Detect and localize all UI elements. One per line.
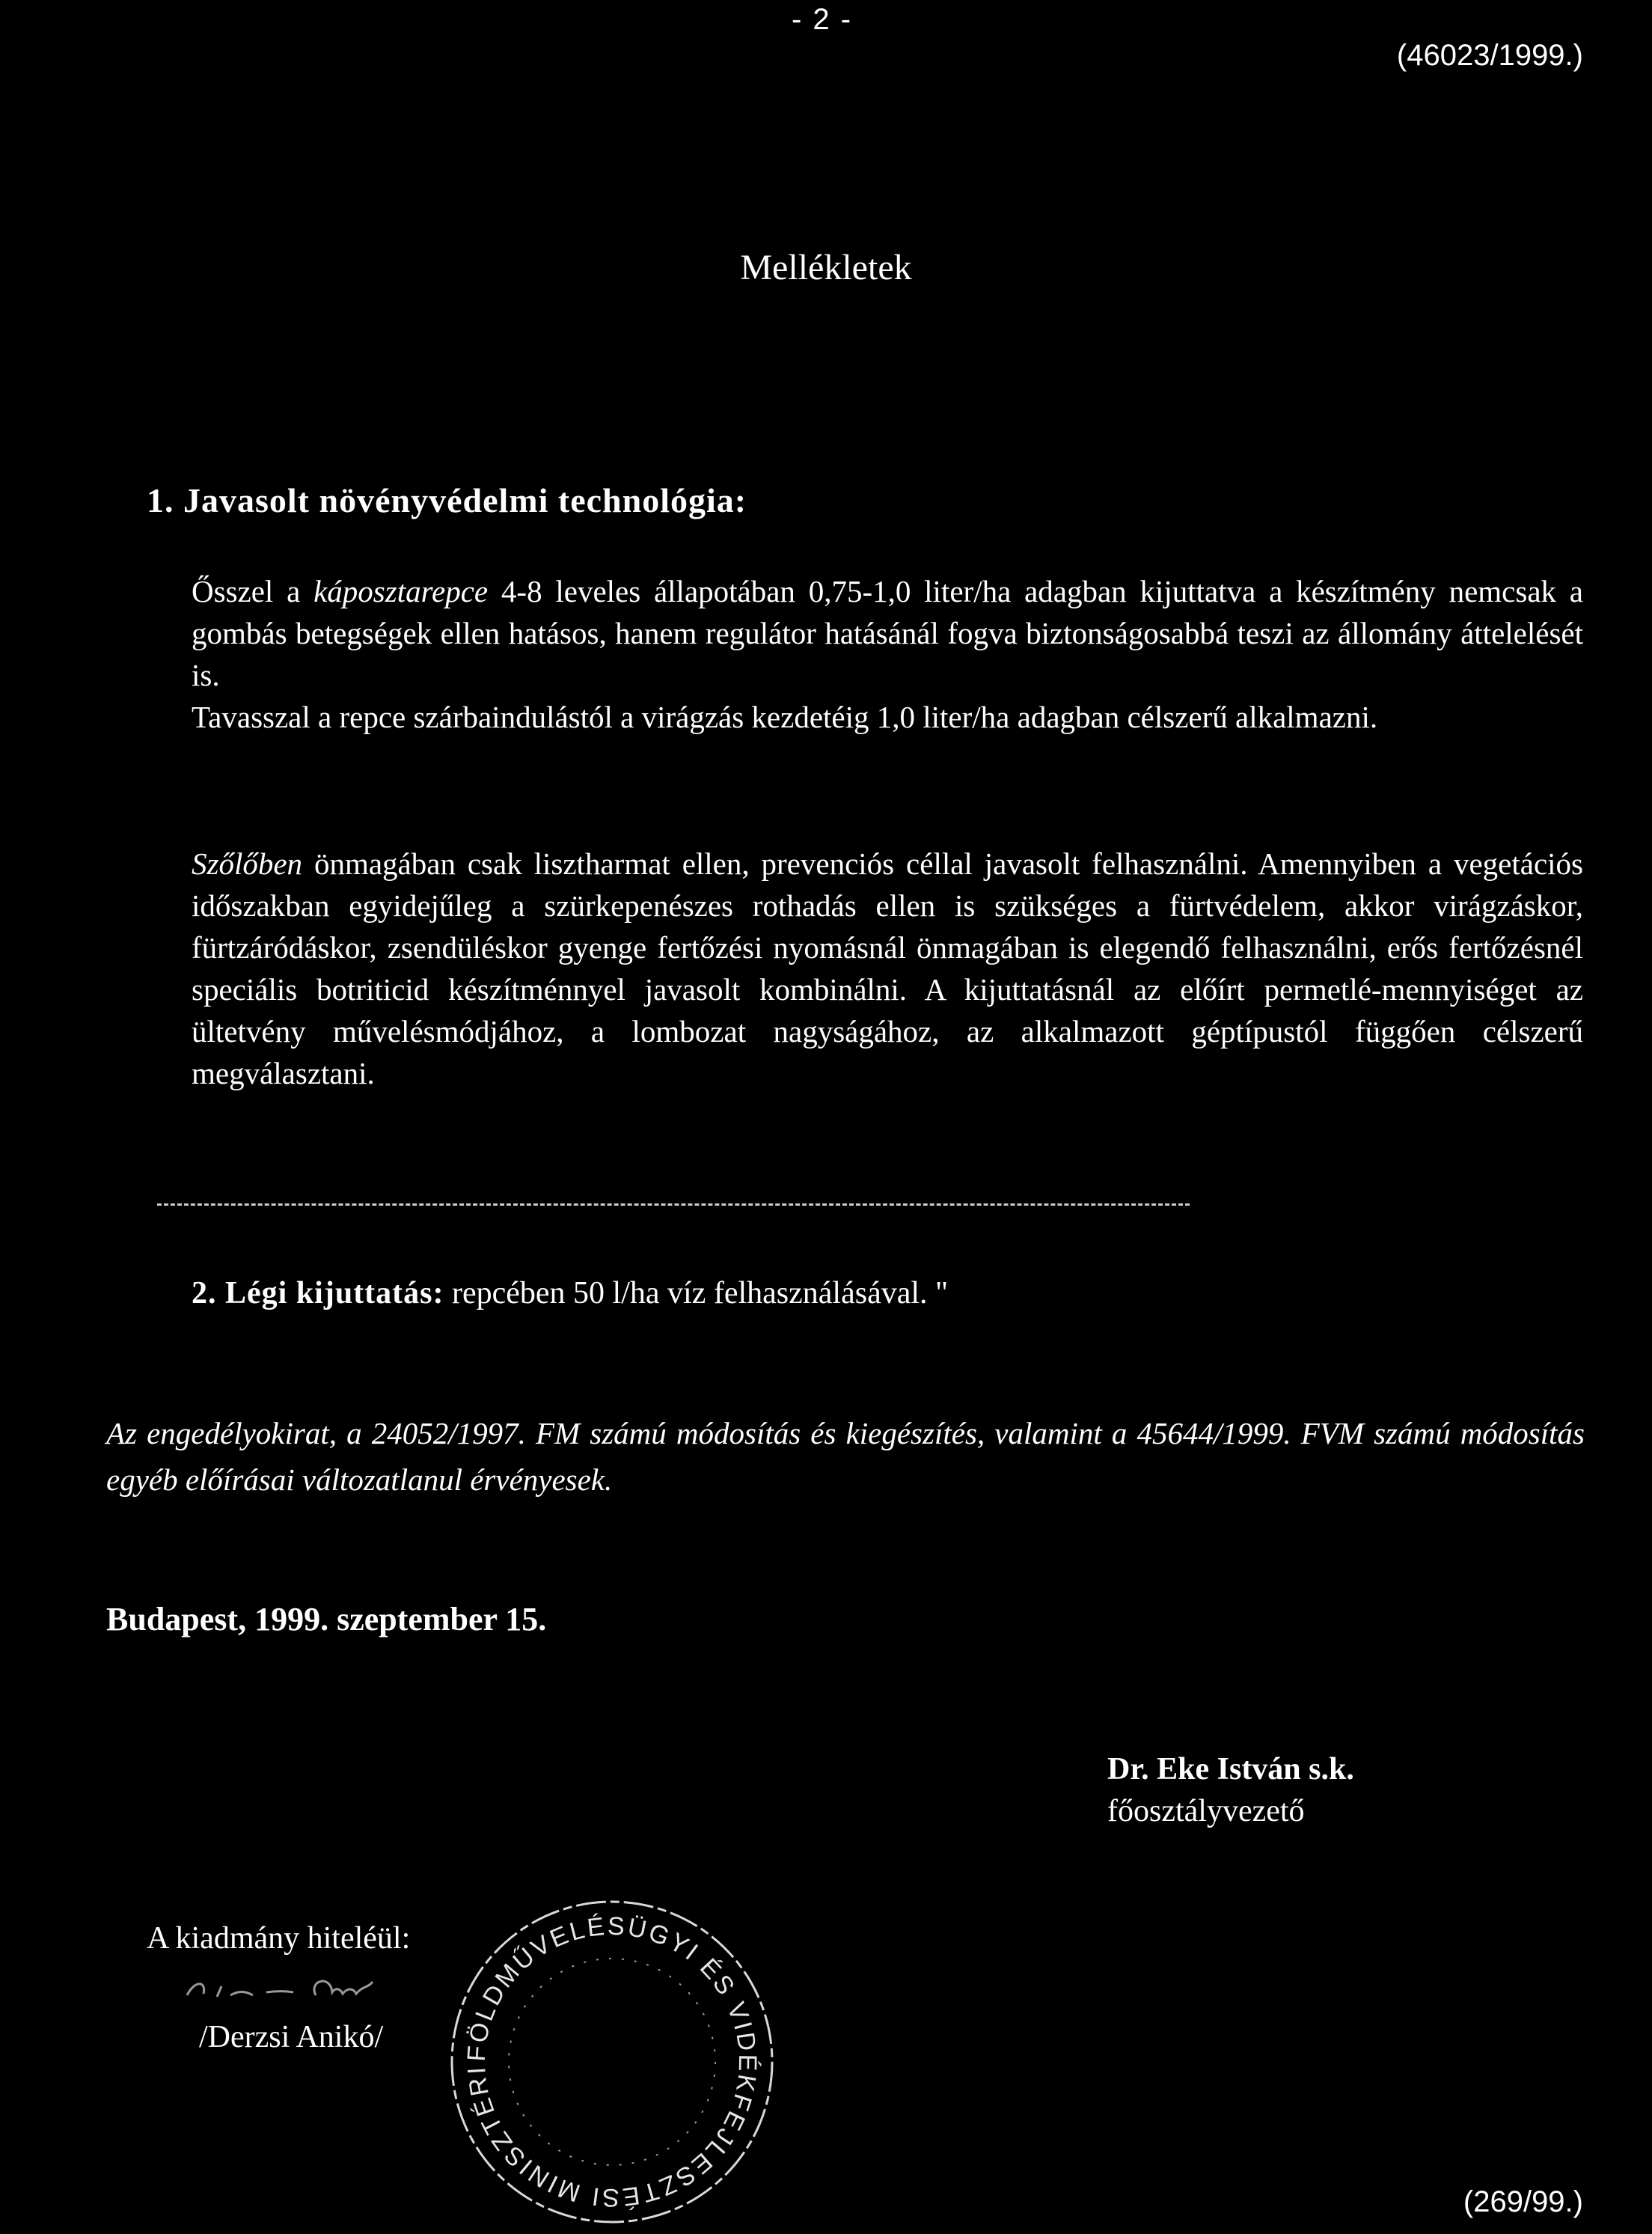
footer-reference: (269/99.) — [1463, 2185, 1583, 2218]
document-reference: (46023/1999.) — [1396, 39, 1583, 72]
section1-paragraph-1 — [192, 570, 1583, 738]
certification-label: A kiadmány hiteléül: — [147, 1921, 411, 1956]
separator-line — [157, 1203, 1190, 1206]
p1-crop: káposztarepce — [313, 574, 489, 608]
signer-name: Dr. Eke István s.k. — [1107, 1752, 1354, 1786]
section1-paragraph-2 — [192, 843, 1583, 1094]
stamp-seal — [440, 1893, 784, 2230]
svg-text:FÖLDMŰVELÉSÜGYI ÉS VIDÉKFEJLES: FÖLDMŰVELÉSÜGYI ÉS VIDÉKFEJLESZTÉSI MINISZTÉRI — [462, 1911, 762, 2212]
page-number: - 2 - — [792, 3, 853, 36]
signature-scribble — [184, 1970, 431, 2007]
p1-spring: Tavasszal a repce szárbaindulástól a virágzás kezdetéig 1,0 liter/ha adagban célszerű alkalmazni. — [192, 700, 1378, 734]
p1-rest: 4-8 leveles állapotában 0,75-1,0 liter/ha adagban kijuttatva a készítmény nemcsak a gombás betegségek ellen hatásos, hanem regulátor hatásánál fogva biztonságosabbá teszi az állomány áttelelését is. — [192, 574, 1584, 692]
handwritten-signature — [184, 1970, 431, 2015]
section1-heading: 1. Javasolt növényvédelmi technológia: — [147, 481, 747, 519]
certification-name: /Derzsi Anikó/ — [199, 2020, 384, 2054]
dateline: Budapest, 1999. szeptember 15. — [106, 1601, 547, 1638]
p1-prefix: Ősszel a — [192, 574, 314, 608]
signer-title: főosztályvezető — [1107, 1794, 1305, 1828]
section2-heading: 2. Légi kijuttatás: — [192, 1276, 444, 1310]
p2-rest: önmagában csak lisztharmat ellen, prevenciós céllal javasolt felhasználni. Amennyiben a vegetációs időszakban egyidejűleg a szürkepenészes rothadás ellen is szükséges a fürtvédelem, akkor virágzáskor, fürtzáródáskor, zsendüléskor gyenge fertőzési nyomásnál önmagában is elegendő felhasználni, erős fertőzésnél speciális botriticid készítménnyel javasolt kombinálni. A kijuttatásnál az előírt permetlé-mennyiséget az ültetvény művelésmódjához, a lombozat nagyságához, az alkalmazott géptípustól függően célszerű megválasztani. — [192, 846, 1583, 1090]
signer-block — [1107, 1748, 1354, 1832]
p2-crop: Szőlőben — [192, 846, 303, 881]
official-stamp — [440, 1893, 784, 2230]
validity-note-text: Az engedélyokirat, a 24052/1997. FM számú módosítás és kiegészítés, valamint a 45644/1999. FVM számú módosítás egyéb előírásai változatlanul érvényesek. — [106, 1416, 1585, 1497]
section2 — [192, 1275, 948, 1311]
validity-note — [106, 1410, 1585, 1503]
section2-text: repcében 50 l/ha víz felhasználásával. " — [444, 1276, 949, 1310]
page-title: Mellékletek — [740, 248, 912, 287]
